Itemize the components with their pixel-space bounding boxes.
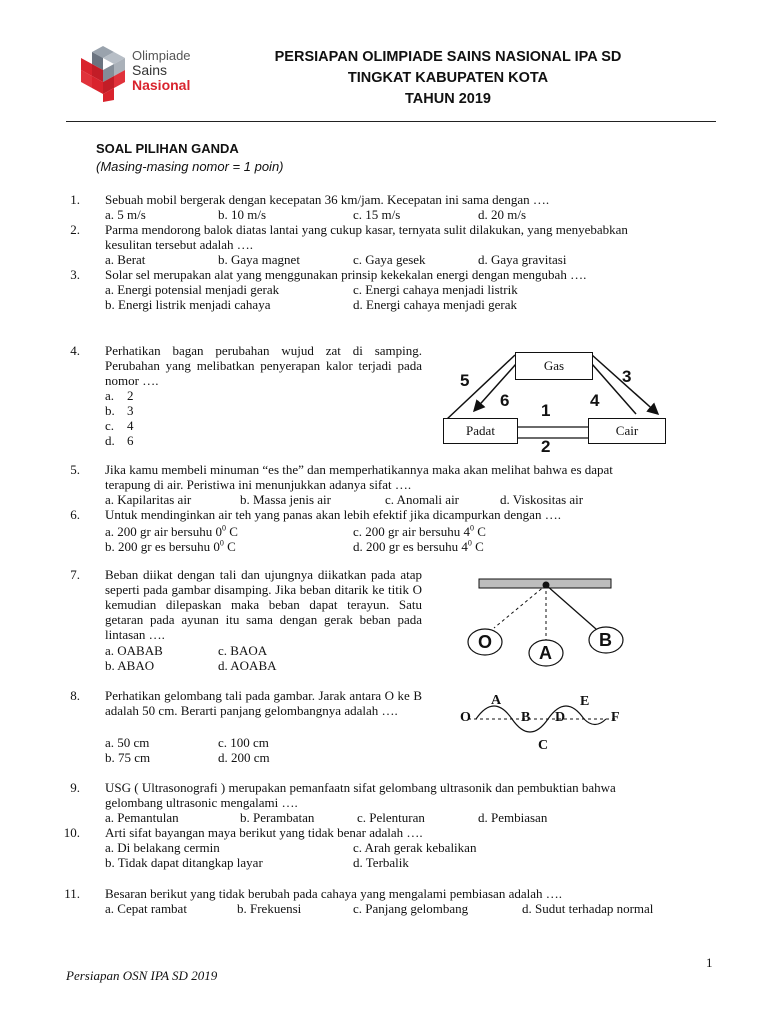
label-3: 3 [622,367,632,386]
q10-text: Arti sifat bayangan maya berikut yang tidak benar adalah …. [105,825,423,840]
q11-option-d: d. Sudut terhadap normal [522,901,654,916]
wave-label-b: B [521,710,531,725]
q1-option-c: c. 15 m/s [353,207,401,222]
header-rule [66,121,716,122]
q3-option-d: d. Energi cahaya menjadi gerak [353,297,517,312]
q11-option-c: c. Panjang gelombang [353,901,469,916]
q4-option-d: d. 6 [105,433,134,448]
wave-label-e: E [580,694,590,709]
q6-option-b: b. 200 gr es bersuhu $0^0$ C [105,538,236,554]
question-9 [54,780,718,826]
q8-option-a: a. 50 cm [105,735,150,750]
q6-option-d: d. 200 gr es bersuhu $4^0$ C [353,538,484,554]
q1-option-d: d. 20 m/s [478,207,527,222]
q3-number: 3. [70,267,80,282]
label-5: 5 [460,371,470,390]
q2-text-line1: Parma mendorong balok diatas lantai yang cukup kasar, ternyata sulit dilakukan, yang menyebabkan [105,222,628,237]
q6-option-c: c. 200 gr air bersuhu $4^0$ C [353,523,486,539]
question-5 [54,462,718,508]
header-line1: PERSIAPAN OLIMPIADE SAINS NASIONAL IPA SD [274,49,622,65]
q9-option-c: c. Pelenturan [357,810,425,825]
q4-option-b: b. 3 [105,403,134,418]
q7-option-d: d. AOABA [218,658,277,673]
label-4: 4 [590,391,600,410]
question-6 [54,507,718,555]
q9-text-line1: USG ( Ultrasonografi ) merupakan pemanfaatn sifat gelombang ultrasonik dan pembuktian bahwa [105,780,616,795]
q9-option-a: a. Pemantulan [105,810,179,825]
q8-number: 8. [70,688,80,703]
q10-number: 10. [63,825,80,840]
q8-option-d: d. 200 cm [218,750,270,765]
q2-text-line2: kesulitan tersebut adalah …. [105,237,254,252]
question-11 [54,886,718,918]
q11-text: Besaran berikut yang tidak berubah pada cahaya yang mengalami pembiasan adalah …. [105,886,562,901]
question-3 [54,267,718,313]
wave-label-a: A [491,693,502,708]
header-title [230,47,666,110]
q7-option-b: b. ABAO [105,658,155,673]
header-line3: TAHUN 2019 [405,91,491,107]
q1-option-a: a. 5 m/s [105,207,146,222]
footer-text: Persiapan OSN IPA SD 2019 [66,968,218,983]
q1-text: Sebuah mobil bergerak dengan kecepatan 36 km/jam. Kecepatan ini sama dengan …. [105,192,550,207]
q6-text: Untuk mendinginkan air teh yang panas akan lebih efektif jika dicampurkan dengan …. [105,507,561,522]
wave-label-f: F [611,710,620,725]
q8-text: Perhatikan gelombang tali pada gambar. Jarak antara O ke B adalah 50 cm. Berarti panjang gelombangnya adalah …. [105,688,422,718]
pendulum-label-o: O [478,632,493,652]
q9-number: 9. [70,780,80,795]
q2-option-b: b. Gaya magnet [218,252,300,267]
logo-line3: Nasional [132,77,191,93]
wave-label-c: C [538,738,549,753]
wave-diagram [456,690,632,758]
pendulum-label-a: A [539,643,552,663]
q11-option-a: a. Cepat rambat [105,901,187,916]
q5-number: 5. [70,462,80,477]
q2-option-d: d. Gaya gravitasi [478,252,567,267]
q7-option-a: a. OABAB [105,643,163,658]
q5-text-line1: Jika kamu membeli minuman “es the” dan memperhatikannya maka akan melihat bahwa es dapat [105,462,613,477]
wave-label-d: D [555,710,566,725]
page-number: 1 [706,955,713,970]
q9-option-d: d. Pembiasan [478,810,548,825]
q10-option-d: d. Terbalik [353,855,409,870]
q2-number: 2. [70,222,80,237]
q2-option-a: a. Berat [105,252,146,267]
logo [74,44,204,104]
label-6: 6 [500,391,510,410]
pendulum-label-b: B [599,630,612,650]
q10-option-b: b. Tidak dapat ditangkap layar [105,855,263,870]
box-gas: Gas [515,352,593,380]
q5-option-d: d. Viskositas air [500,492,584,507]
phase-change-diagram [438,348,670,460]
q4-number: 4. [70,343,80,358]
logo-line1: Olimpiade [132,48,191,63]
q4-text: Perhatikan bagan perubahan wujud zat di samping. Perubahan yang melibatkan penyerapan kalor terjadi pada nomor …. [105,343,422,388]
q7-option-c: c. BAOA [218,643,268,658]
q8-option-c: c. 100 cm [218,735,269,750]
label-1: 1 [541,401,551,420]
q9-option-b: b. Perambatan [240,810,315,825]
box-padat: Padat [443,418,518,444]
section-title: SOAL PILIHAN GANDA [96,141,239,156]
q2-option-c: c. Gaya gesek [353,252,426,267]
wave-label-o: O [460,710,471,725]
q9-text-line2: gelombang ultrasonic mengalami …. [105,795,298,810]
cube-logo-icon [74,44,132,104]
q6-number: 6. [70,507,80,522]
q11-option-b: b. Frekuensi [237,901,302,916]
question-10 [54,825,718,871]
q7-number: 7. [70,567,80,582]
q4-option-c: c. 4 [105,418,134,433]
q5-option-c: c. Anomali air [385,492,460,507]
logo-line2: Sains [132,62,168,78]
question-2 [54,222,718,268]
q3-option-a: a. Energi potensial menjadi gerak [105,282,280,297]
box-cair: Cair [588,418,666,444]
question-1 [54,192,718,224]
q3-option-b: b. Energi listrik menjadi cahaya [105,297,271,312]
label-2: 2 [541,437,551,456]
section-subtitle: (Masing-masing nomor = 1 poin) [96,159,284,174]
q6-option-a: a. 200 gr air bersuhu $0^0$ C [105,523,238,539]
q8-option-b: b. 75 cm [105,750,151,765]
q1-number: 1. [70,192,80,207]
q5-option-b: b. Massa jenis air [240,492,331,507]
q11-number: 11. [64,886,80,901]
q3-text: Solar sel merupakan alat yang menggunakan prinsip kekekalan energi dengan mengubah …. [105,267,587,282]
header-line2: TINGKAT KABUPATEN KOTA [347,70,549,86]
q3-option-c: c. Energi cahaya menjadi listrik [353,282,518,297]
q4-option-a: a. 2 [105,388,134,403]
q5-option-a: a. Kapilaritas air [105,492,192,507]
q10-option-a: a. Di belakang cermin [105,840,220,855]
pendulum-diagram [460,572,628,672]
q1-option-b: b. 10 m/s [218,207,267,222]
q5-text-line2: terapung di air. Peristiwa ini menunjukkan adanya sifat …. [105,477,412,492]
q7-text: Beban diikat dengan tali dan ujungnya diikatkan pada atap seperti pada gambar disamping. Jika beban ditarik ke titik O kemudian dilepaskan maka beban dapat terayun. Satu getaran pada ayunan itu sama dengan gerak beban pada lintasan …. [105,567,422,642]
q10-option-c: c. Arah gerak kebalikan [353,840,477,855]
